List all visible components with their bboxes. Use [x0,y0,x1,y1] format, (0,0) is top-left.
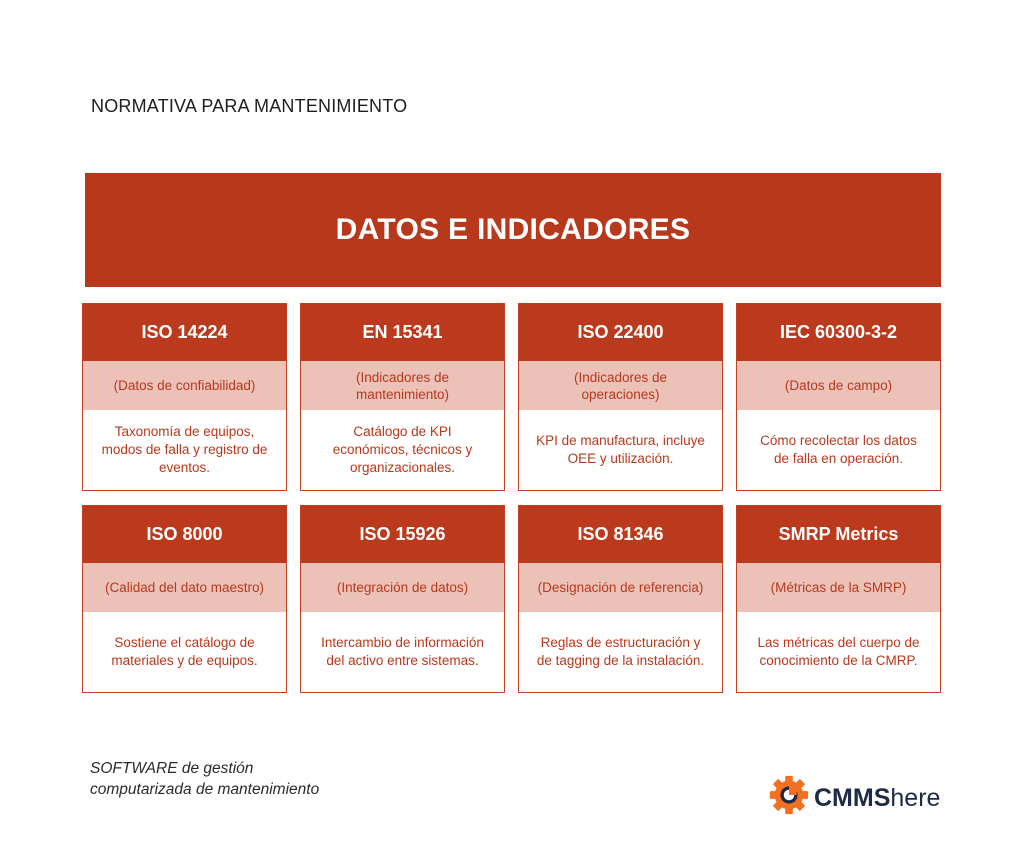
standard-card [82,505,287,693]
card-description: Catálogo de KPI económicos, técnicos y organizacionales. [332,424,473,475]
card-title: SMRP Metrics [737,506,940,563]
card-subtitle: (Datos de campo) [737,361,940,410]
banner-title: DATOS E INDICADORES [335,213,691,246]
card-subtitle: (Indicadores de operaciones) [519,361,722,410]
card-subtitle: (Calidad del dato maestro) [83,563,286,612]
page-title: NORMATIVA PARA MANTENIMIENTO [91,96,408,116]
card-description: Reglas de estructuración y de tagging de la instalación. [536,635,705,668]
card-title: ISO 15926 [301,506,504,563]
card-subtitle: (Indicadores de mantenimiento) [301,361,504,410]
card-title: EN 15341 [301,304,504,361]
banner [85,173,941,287]
logo-wordmark [814,783,940,813]
card-subtitle: (Designación de referencia) [519,563,722,612]
footer-line-1: SOFTWARE de gestión [90,760,254,777]
card-subtitle: (Métricas de la SMRP) [737,563,940,612]
standard-card [518,505,723,693]
card-title: IEC 60300-3-2 [737,304,940,361]
standard-card [736,303,941,491]
card-description: Taxonomía de equipos, modos de falla y registro de eventos. [101,424,268,475]
card-title: ISO 14224 [83,304,286,361]
card-subtitle: (Integración de datos) [301,563,504,612]
card-description: Cómo recolectar los datos de falla en operación. [760,433,917,466]
card-description: KPI de manufactura, incluye OEE y utilización. [536,433,705,466]
standard-card [82,303,287,491]
footer-tagline [90,758,319,800]
card-description: Intercambio de información del activo entre sistemas. [321,635,484,668]
footer-line-2: computarizada de mantenimiento [90,781,320,798]
card-title: ISO 22400 [519,304,722,361]
standard-card [300,505,505,693]
standard-card [518,303,723,491]
card-title: ISO 8000 [83,506,286,563]
standards-grid [82,303,943,693]
card-title: ISO 81346 [519,506,722,563]
logo-text-bold: CMMS [814,783,891,812]
standard-card [736,505,941,693]
gear-logo-icon [768,773,810,822]
card-description: Sostiene el catálogo de materiales y de equipos. [111,635,258,668]
card-description: Las métricas del cuerpo de conocimiento de la CMRP. [757,635,920,668]
card-subtitle: (Datos de confiabilidad) [83,361,286,410]
standard-card [300,303,505,491]
logo-text-light: here [890,783,941,812]
brand-logo[interactable] [768,773,940,822]
